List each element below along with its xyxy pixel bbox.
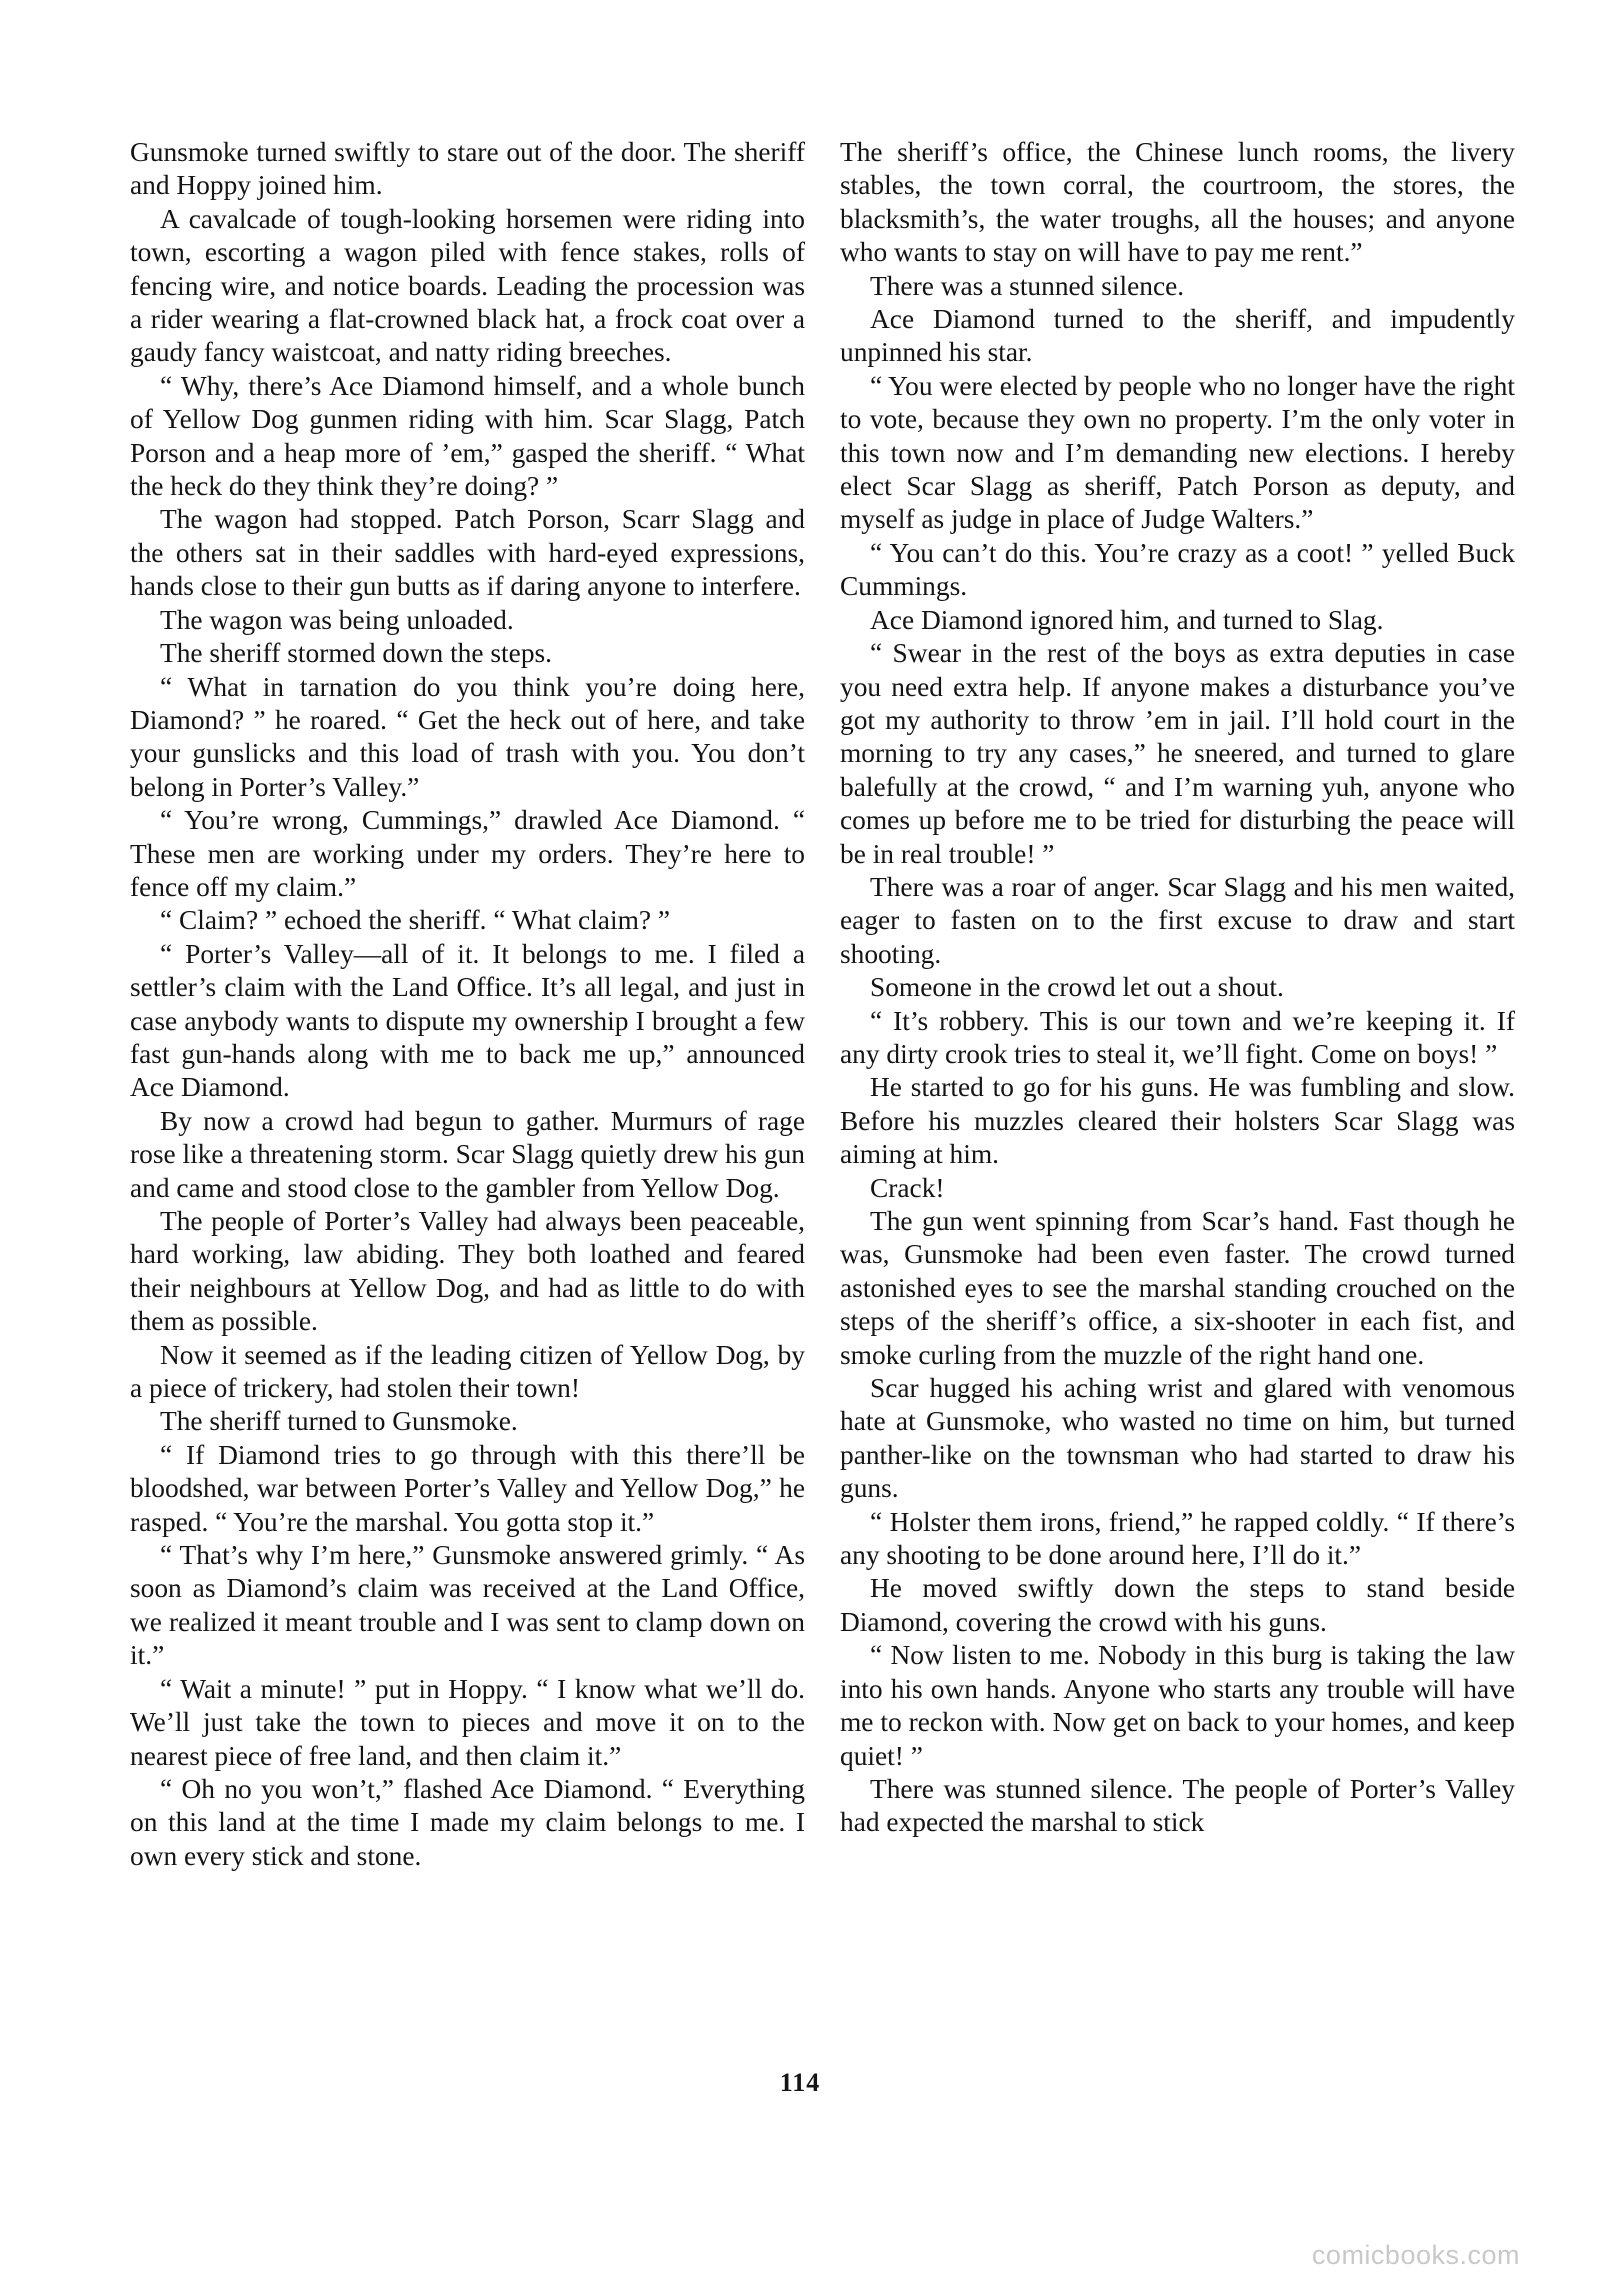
paragraph: “ Holster them irons, friend,” he rapped coldly. “ If there’s any shooting to be done around here, I’ll do it.”: [840, 1506, 1515, 1571]
paragraph: “ Oh no you won’t,” flashed Ace Diamond. “ Everything on this land at the time I made my claim belongs to me. I own every stick and stone.: [130, 1773, 805, 1871]
paragraph: He moved swiftly down the steps to stand beside Diamond, covering the crowd with his guns.: [840, 1573, 1515, 1637]
paragraph: “ What in tarnation do you think you’re doing here, Diamond? ” he roared. “ Get the heck out of here, and take your gunslicks and this load of trash with you. You don’t belong in Porter’s Valley.”: [130, 671, 805, 802]
paragraph: The people of Porter’s Valley had always been peaceable, hard working, law abiding. They both loathed and feared their neighbours at Yellow Dog, and had as little to do with them as possible.: [130, 1206, 805, 1337]
paragraph: There was a roar of anger. Scar Slagg and his men waited, eager to fasten on to the first excuse to draw and start shooting.: [840, 871, 1515, 969]
paragraph: There was a stunned silence.: [870, 270, 1185, 301]
paragraph: “ You can’t do this. You’re crazy as a coot! ” yelled Buck Cummings.: [840, 537, 1515, 602]
right-text-column: [840, 136, 1515, 1840]
paragraph: He started to go for his guns. He was fumbling and slow. Before his muzzles cleared their holsters Scar Slagg was aiming at him.: [840, 1072, 1515, 1170]
paragraph: “ You were elected by people who no longer have the right to vote, because they own no property. I’m the only voter in this town now and I’m demanding new elections. I hereby elect Scar Slagg as sheriff, Patch Porson as deputy, and myself as judge in place of Judge Walters.”: [840, 370, 1515, 535]
paragraph: “ That’s why I’m here,” Gunsmoke answered grimly. “ As soon as Diamond’s claim was received at the Land Office, we realized it meant trouble and I was sent to clamp down on it.”: [130, 1540, 805, 1671]
page-number: 114: [779, 2068, 821, 2097]
watermark: comicbooks.com: [1311, 2240, 1520, 2270]
paragraph: “ You’re wrong, Cummings,” drawled Ace Diamond. “ These men are working under my orders. They’re here to fence off my claim.”: [130, 805, 805, 902]
paragraph: Crack!: [870, 1172, 945, 1203]
paragraph: By now a crowd had begun to gather. Murmurs of rage rose like a threatening storm. Scar Slagg quietly drew his gun and came and stood close to the gambler from Yellow Dog.: [130, 1105, 805, 1203]
paragraph: “ Claim? ” echoed the sheriff. “ What claim? ”: [160, 905, 671, 936]
paragraph: “ It’s robbery. This is our town and we’re keeping it. If any dirty crook tries to steal it, we’ll fight. Come on boys! ”: [840, 1005, 1515, 1069]
paragraph: Gunsmoke turned swiftly to stare out of the door. The sheriff and Hoppy joined him.: [130, 137, 805, 201]
paragraph: The sheriff’s office, the Chinese lunch rooms, the livery stables, the town corral, the courtroom, the stores, the blacksmith’s, the water troughs, all the houses; and anyone who wants to stay on will have to pay me rent.”: [840, 137, 1515, 268]
paragraph: “ If Diamond tries to go through with this there’ll be bloodshed, war between Porter’s Valley and Yellow Dog,” he rasped. “ You’re the marshal. You gotta stop it.”: [130, 1439, 805, 1537]
paragraph: “ Swear in the rest of the boys as extra deputies in case you need extra help. If anyone makes a disturbance you’ve got my authority to throw ’em in jail. I’ll hold court in the morning to try any cases,” he sneered, and turned to glare balefully at the crowd, “ and I’m warning yuh, anyone who comes up before me to be tried for disturbing the peace will be in real trouble! ”: [840, 638, 1515, 869]
paragraph: Now it seemed as if the leading citizen of Yellow Dog, by a piece of trickery, had stolen their town!: [130, 1339, 805, 1404]
paragraph: Ace Diamond ignored him, and turned to Slag.: [870, 604, 1384, 635]
paragraph: There was stunned silence. The people of Porter’s Valley had expected the marshal to stick: [840, 1773, 1515, 1838]
paragraph: Ace Diamond turned to the sheriff, and impudently unpinned his star.: [840, 304, 1515, 368]
paragraph: “ Now listen to me. Nobody in this burg is taking the law into his own hands. Anyone who starts any trouble will have me to reckon with. Now get on back to your homes, and keep quiet! ”: [840, 1640, 1515, 1771]
paragraph: “ Porter’s Valley—all of it. It belongs to me. I filed a settler’s claim with the Land Office. It’s all legal, and just in case anybody wants to dispute my ownership I brought a few fast gun-hands along with me to back me up,” announced Ace Diamond.: [130, 938, 805, 1103]
paragraph: The wagon had stopped. Patch Porson, Scarr Slagg and the others sat in their saddles with hard-eyed expressions, hands close to their gun butts as if daring anyone to interfere.: [130, 504, 805, 602]
paragraph: The sheriff turned to Gunsmoke.: [160, 1406, 518, 1437]
left-text-column: [130, 136, 805, 1873]
paragraph: Scar hugged his aching wrist and glared with venomous hate at Gunsmoke, who wasted no time on him, but turned panther-like on the townsman who had started to draw his guns.: [840, 1373, 1515, 1504]
paragraph: The gun went spinning from Scar’s hand. Fast though he was, Gunsmoke had been even faster. The crowd turned astonished eyes to see the marshal standing crouched on the steps of the sheriff’s office, a six-shooter in each fist, and smoke curling from the muzzle of the right hand one.: [840, 1206, 1515, 1370]
paragraph: The sheriff stormed down the steps.: [160, 638, 553, 669]
paragraph: A cavalcade of tough-looking horsemen were riding into town, escorting a wagon piled with fence stakes, rolls of fencing wire, and notice boards. Leading the procession was a rider wearing a flat-crowned black hat, a frock coat over a gaudy fancy waistcoat, and natty riding breeches.: [130, 203, 805, 368]
paragraph: “ Why, there’s Ace Diamond himself, and a whole bunch of Yellow Dog gunmen riding with him. Scar Slagg, Patch Porson and a heap more of ’em,” gasped the sheriff. “ What the heck do they think they’re doing? ”: [130, 370, 805, 502]
paragraph: “ Wait a minute! ” put in Hoppy. “ I know what we’ll do. We’ll just take the town to pieces and move it on to the nearest piece of free land, and then claim it.”: [130, 1673, 805, 1771]
paragraph: The wagon was being unloaded.: [160, 604, 514, 635]
paragraph: Someone in the crowd let out a shout.: [870, 972, 1284, 1003]
